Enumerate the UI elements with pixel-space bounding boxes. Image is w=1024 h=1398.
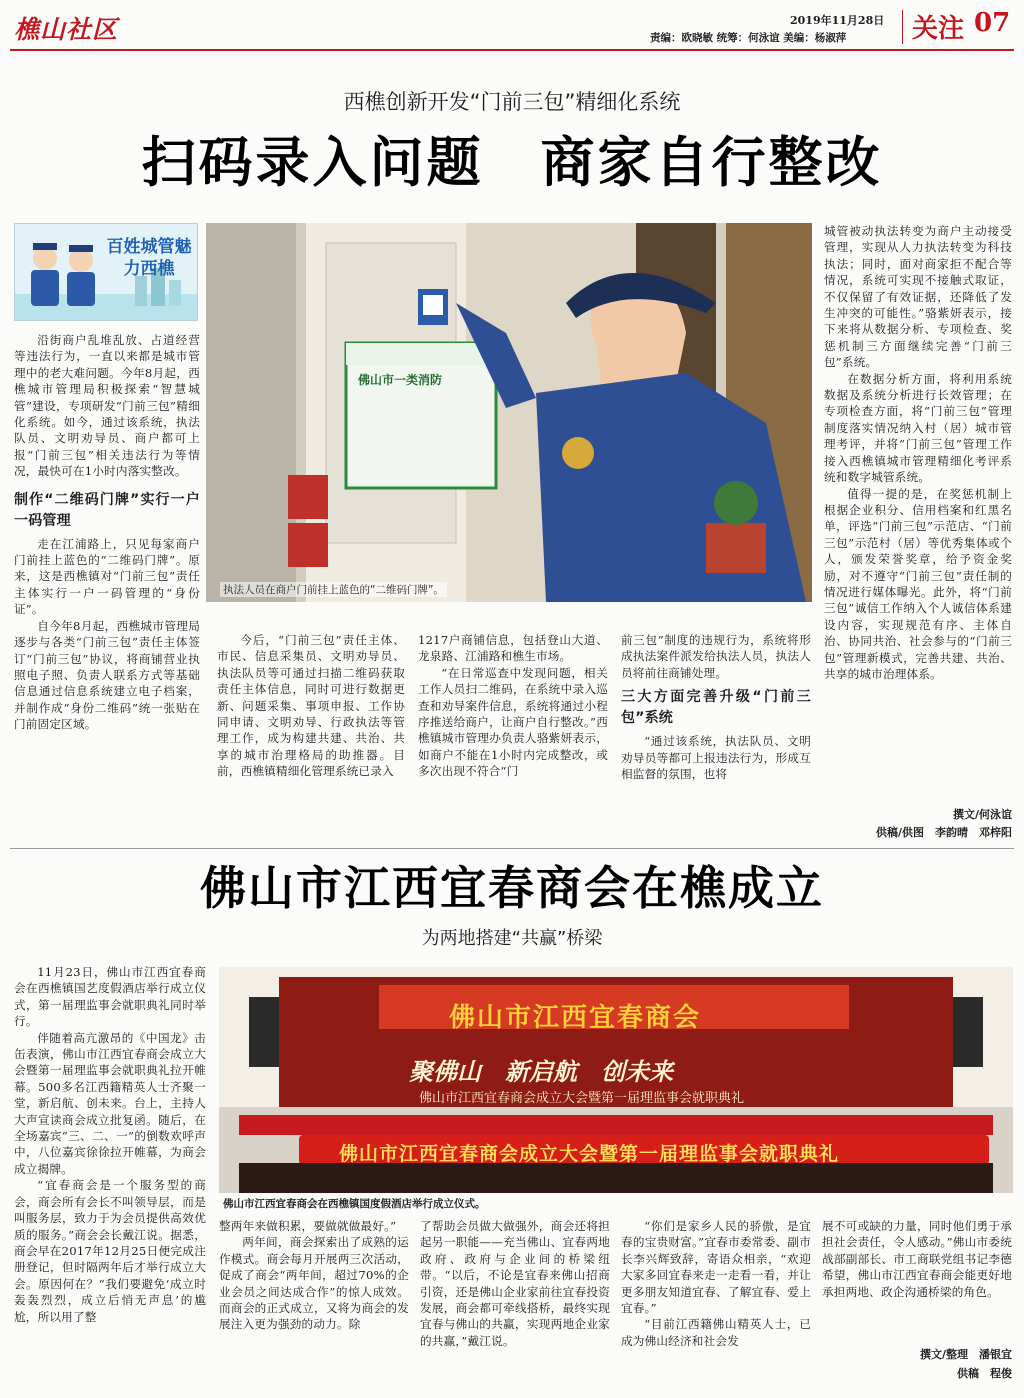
page-number: 07 — [974, 8, 1011, 38]
article2-column-4 — [621, 1218, 811, 1394]
article2-paragraph: “目前江西籍佛山精英人士，已成为佛山经济和社会发 — [621, 1317, 811, 1348]
article2-photo-caption — [219, 1193, 1013, 1212]
article1-paragraph: 1217户商铺信息，包括登山大道、龙泉路、江浦路和樵生市场。 — [418, 633, 608, 664]
article2-byline: 撰文/整理 潘银宜 — [919, 1348, 1012, 1361]
article1-paragraph: 值得一提的是，在奖惩机制上根据企业积分、信用档案和红黑名单，评选“门前三包”示范店、“门前三包”示范村（居）等优秀集体或个人，颁发荣誉奖章，给予资金奖励，对不遵守“门前三包”责任制的情况进行媒体曝光。此外，将“门前三包”诚信工作纳入个人诚信体系建设内容，实现规范有序、主体自治、协同共治、社会参与的“门前三包”管理新模式，完善共建、共治、共享的城市治理体系。 — [824, 486, 1012, 681]
section-name: 关注 — [912, 14, 965, 44]
article2-paragraph: 展不可或缺的力量，同时他们勇于承担社会责任，令人感动。”佛山市委统战部副部长、市工商联党组书记李德希望，佛山市江西宜春商会能更好地承担两地、政企沟通桥梁的角色。 — [822, 1219, 1012, 1299]
article2-column-1 — [14, 964, 206, 1392]
article2-paragraph: “宜春商会是一个服务型的商会，商会所有会长不叫领导层，而是叫服务层，致力于为会员提供高效优质的服务。”商会会长戴江说。据悉，商会早在2017年12月25日便完成注册登记，但时隔两年后才举行成立大会。原因何在？“我们要避免‘成立时轰轰烈烈，成立后悄无声息’的尴尬，所以用了整 — [14, 1178, 206, 1324]
article1-column-3 — [418, 632, 608, 844]
article1-byline: 撰文/何泳谊 — [952, 808, 1012, 821]
masthead — [0, 0, 1024, 52]
article1-source: 供稿/供图 李韵晴 邓梓阳 — [875, 826, 1012, 839]
section-divider — [10, 848, 1014, 849]
article1-paragraph: “在日常巡查中发现问题，相关工作人员扫二维码，在系统中录入巡查和劝导案件信息，系统将通过小程序推送给商户，让商户自行整改。”西樵镇城市管理办负责人骆紫妍表示，如商户不能在1小时内完成整改，或多次出现不符合“门 — [418, 665, 608, 779]
article2-column-3 — [420, 1218, 610, 1394]
stage-banner-top: 佛山市江西宜春商会 — [449, 1003, 702, 1033]
masthead-logo: 樵山社区 — [14, 15, 119, 44]
article2-photo — [219, 967, 1013, 1212]
article1-paragraph: 走在江浦路上，只见每家商户门前挂上蓝色的“二维码门牌”。原来，这是西樵镇对“门前三包”责任主体实行一户一码管理的“身份证”。 — [14, 536, 200, 617]
article1-column-2 — [217, 632, 405, 844]
stage-title: 佛山市江西宜春商会成立大会暨第一届理监事会就职典礼 — [419, 1091, 745, 1106]
article1-paragraph: 自今年8月起，西樵城市管理局逐步与各类“门前三包”责任主体签订“门前三包”协议，将商铺营业执照电子照、负责人联系方式等基础信息通过信息系统建立电子档案，并制作成“身份二维码”统一张贴在门前固定区域。 — [14, 618, 200, 732]
article1-subheading-2: 三大方面完善升级“门前三包”系统 — [621, 689, 811, 727]
article1-column-4 — [621, 632, 811, 844]
article2-paragraph: 整两年来做积累，要做就做最好。” — [219, 1219, 397, 1233]
article1-photo — [206, 223, 812, 602]
article1-paragraph: 城管被动执法转变为商户主动接受管理，实现从人力执法转变为科技执法；同时，面对商家拒不配合等情况，系统可实现不接触式取证，不仅保留了有效证据，还降低了发生冲突的可能性。”骆紫妍表示，接下来将从数据分析、专项检查、奖惩机制三方面继续完善“门前三包”系统。 — [824, 224, 1012, 370]
article2-headline: 佛山市江西宜春商会在樵成立 — [200, 861, 824, 915]
article1-paragraph: “通过该系统，执法队员、文明劝导员等都可上报违法行为，形成互相监督的氛围，也将 — [621, 734, 811, 782]
masthead-divider — [902, 10, 903, 44]
article2-column-5 — [822, 1218, 1012, 1338]
article2-paragraph: “你们是家乡人民的骄傲，是宜春的宝贵财富。”宜春市委常委、副市长李兴辉致辞，寄语众相亲，“欢迎大家多回宜春来走一走看一看，并让更多朋友知道宜春、了解宜春、爱上宜春。” — [621, 1219, 811, 1316]
article2-paragraph: 11月23日，佛山市江西宜春商会在西樵镇国艺度假酒店举行成立仪式，第一届理监事会就职典礼同时举行。 — [14, 965, 206, 1029]
article1-photo-caption: 执法人员在商户门前挂上蓝色的“二维码门牌”。 — [220, 582, 447, 597]
front-banner: 佛山市江西宜春商会成立大会暨第一届理监事会就职典礼 — [339, 1143, 840, 1165]
article2-paragraph: 伴随着高亢激昂的《中国龙》击缶表演，佛山市江西宜春商会成立大会暨第一届理监事会就职典礼拉开帷幕。500多名江西籍精英人士齐聚一堂，新启航、创未来。台上，主持人大声宣读商会成立批复函。随后，在全场嘉宾“三、二、一”的倒数欢呼声中，八位嘉宾徐徐拉开帷幕，为商会成立揭牌。 — [14, 1030, 206, 1176]
article2-paragraph: 两年间，商会探索出了成熟的运作模式。商会每月开展两三次活动，促成了商会“两年间，超过70%的企业会员之间达成合作”的惊人成效。而商会的正式成立，又将为商会的发展注入更为强劲的动力。除 — [219, 1235, 409, 1332]
article2-paragraph: 了帮助会员做大做强外，商会还将担起另一职能——充当佛山、宜春两地政府、政府与企业间的桥梁纽带。“以后，不论是宜春来佛山招商引资，还是佛山企业家前往宜春投资发展，商会都可牵线搭桥，最终实现宜春与佛山的共赢，实现两地企业家的共赢，”戴江说。 — [420, 1219, 610, 1348]
article2-source: 供稿 程俊 — [957, 1367, 1012, 1380]
stage-slogan: 聚佛山 新启航 创未来 — [409, 1057, 673, 1086]
article1-paragraph: 沿街商户乱堆乱放、占道经营等违法行为，一直以来都是城市管理中的老大难问题。今年8月起，西樵城市管理局积极探索“智慧城管”建设，专项研发“门前三包”精细化系统。如今，通过该系统，执法队员、文明劝导员、商户都可上报“门前三包”相关违法行为等情况，最快可在1小时内落实整改。 — [14, 333, 200, 479]
article1-column-5 — [824, 223, 1012, 807]
masthead-rule — [10, 49, 1014, 51]
masthead-date: 2019年11月28日 — [790, 14, 885, 27]
article1-paragraph: 前三包”制度的违规行为，系统将形成执法案件派发给执法人员，执法人员将前往商铺处理。 — [621, 633, 811, 680]
article1-headline: 扫码录入问题 商家自行整改 — [141, 130, 883, 194]
article2-column-2 — [219, 1218, 409, 1394]
article1-column-1 — [14, 332, 200, 842]
city-management-badge — [14, 223, 198, 321]
notice-board-title: 佛山市一类消防 — [358, 373, 443, 387]
article1-paragraph: 今后，“门前三包”责任主体、市民、信息采集员、文明劝导员、执法队员等可通过扫描二维码获取责任主体信息，同时可进行数据更新、问题采集、事项申报、工作协同申请、文明劝导、行政执法等管理工作，成为构建共建、共治、共享的城市治理格局的助推器。目前，西樵镇精细化管理系统已录入 — [217, 633, 405, 779]
article2-subheading: 为两地搭建“共赢”桥梁 — [421, 928, 603, 949]
article1-kicker: 西樵创新开发“门前三包”精细化系统 — [343, 90, 681, 114]
article1-paragraph: 在数据分析方面，将利用系统数据及系统分析进行长效管理；在专项检查方面，将“门前三包”管理制度落实情况纳入村（居）城市管理考评，并将“门前三包”管理工作接入西樵镇城市管理精细化考评系统和数字城管系统。 — [824, 371, 1012, 485]
badge-text: 百姓城管魅力西樵 — [106, 237, 192, 279]
article1-subheading-1: 制作“二维码门牌”实行一户一码管理 — [14, 491, 200, 529]
article2-caption-text: 佛山市江西宜春商会在西樵镇国度假酒店举行成立仪式。 — [223, 1198, 486, 1210]
masthead-editors: 责编：欧晓敏 统筹：何泳谊 美编：杨淑萍 — [650, 32, 847, 44]
photo-scene — [206, 223, 812, 602]
